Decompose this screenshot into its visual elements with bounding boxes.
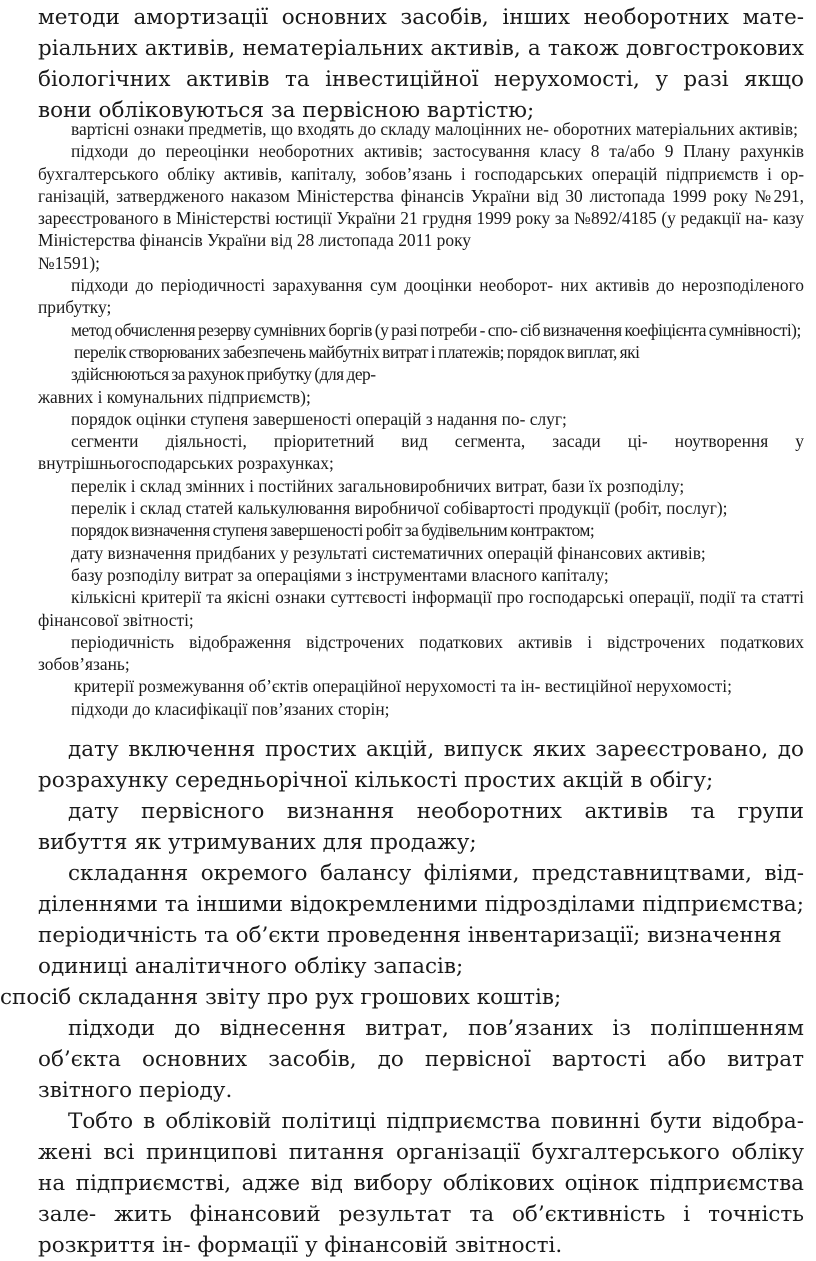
list-item: підходи до переоцінки необоротних активів; застосування класу 8 та/або 9 Плану рахунків бухгалтерського обліку активів, капіталу, зобов’язань і господарських операцій підприємств і ор- ганізацій, затвердженого наказом Міністерства фінансів України від 30 листопада 1999 року №291, зареєстрованого в Міністерстві юстиції України 21 грудня 1999 року за №892/4185 (у редакції на- казу Міністерства фінансів України від 28 листопада 2011 року — [38, 141, 804, 251]
list-item: перелік і склад змінних і постійних загальновиробничих витрат, бази їх розподілу; — [71, 475, 685, 496]
list-item: підходи до віднесення витрат, пов’язаних із поліпшенням об’єкта основних засобів, до первісної вартості або витрат звітного періоду. — [38, 1016, 804, 1103]
list-item: дату первісного визнання необоротних активів та групи вибуття як утримуваних для продажу; — [38, 799, 804, 855]
list-item: кількісні критерії та якісні ознаки суттєвості інформації про господарські операції, події та статті фінансової звітності; — [38, 587, 804, 630]
list-item: складання окремого балансу філіями, представництвами, від- діленнями та іншими відокремленими підрозділами підприємства; періодичність та об’єкти проведення інвентаризації; визначення — [38, 861, 804, 948]
closing-section — [0, 734, 804, 1261]
list-item: здійснюються за рахунок прибутку (для дер- — [71, 364, 376, 385]
list-item: сегменти діяльності, пріоритетний вид сегмента, засади ці- ноутворення у внутрішньогосподарських розрахунках; — [38, 431, 804, 474]
list-item: вартісні ознаки предметів, що входять до складу малоцінних не- оборотних матеріальних активів; — [71, 119, 798, 139]
list-item: базу розподілу витрат за операціями з інструментами власного капіталу; — [71, 564, 609, 585]
list-item: №1591); — [38, 252, 100, 273]
list-item: одиниці аналітичного обліку запасів; — [38, 954, 464, 979]
intro-paragraph: методи амортизації основних засобів, інших необоротних мате- ріальних активів, нематеріальних активів, а також довгострокових біологічних активів та інвестиційної нерухомості, у разі якщо вони обліковуються за первісною вартістю; — [38, 5, 804, 123]
policy-items-list — [38, 118, 804, 720]
list-item: критерії розмежування об’єктів операційної нерухомості та ін- вестиційної нерухомості; — [74, 676, 732, 697]
intro-section — [38, 2, 804, 126]
list-item: метод обчислення резерву сумнівних боргів (у разі потреби - спо- сіб визначення коефіцієнта сумнівності); — [71, 319, 801, 340]
list-item: дату визначення придбаних у результаті систематичних операцій фінансових активів; — [71, 542, 706, 563]
list-item: підходи до періодичності зарахування сум дооцінки необорот- них активів до нерозподіленого прибутку; — [38, 275, 804, 318]
list-item: жавних і комунальних підприємств); — [38, 386, 311, 407]
list-item: порядок визначення ступеня завершеності робіт за будівельним контрактом; — [71, 520, 595, 541]
list-item: підходи до класифікації пов’язаних сторін; — [71, 698, 390, 719]
list-item: періодичність відображення відстрочених податкових активів і відстрочених податкових зобов’язань; — [38, 631, 804, 675]
list-item: перелік і склад статей калькулювання виробничої собівартості продукції (робіт, послуг); — [71, 498, 728, 519]
list-item: перелік створюваних забезпечень майбутніх витрат і платежів; порядок виплат, які — [74, 341, 640, 362]
list-item: спосіб складання звіту про рух грошових коштів; — [0, 985, 562, 1010]
list-item: порядок оцінки ступеня завершеності операцій з надання по- слуг; — [71, 408, 567, 429]
conclusion-paragraph: Тобто в обліковій політиці підприємства повинні бути відобра- жені всі принципові питання організації бухгалтерського обліку на підприємстві, адже від вибору облікових оцінок підприємства зале- жить фінансовий результат та об’єктивність і точність розкриття ін- формації у фінансовій звітності. — [38, 1109, 804, 1258]
list-item: дату включення простих акцій, випуск яких зареєстровано, до розрахунку середньорічної кількості простих акцій в обігу; — [38, 737, 804, 793]
